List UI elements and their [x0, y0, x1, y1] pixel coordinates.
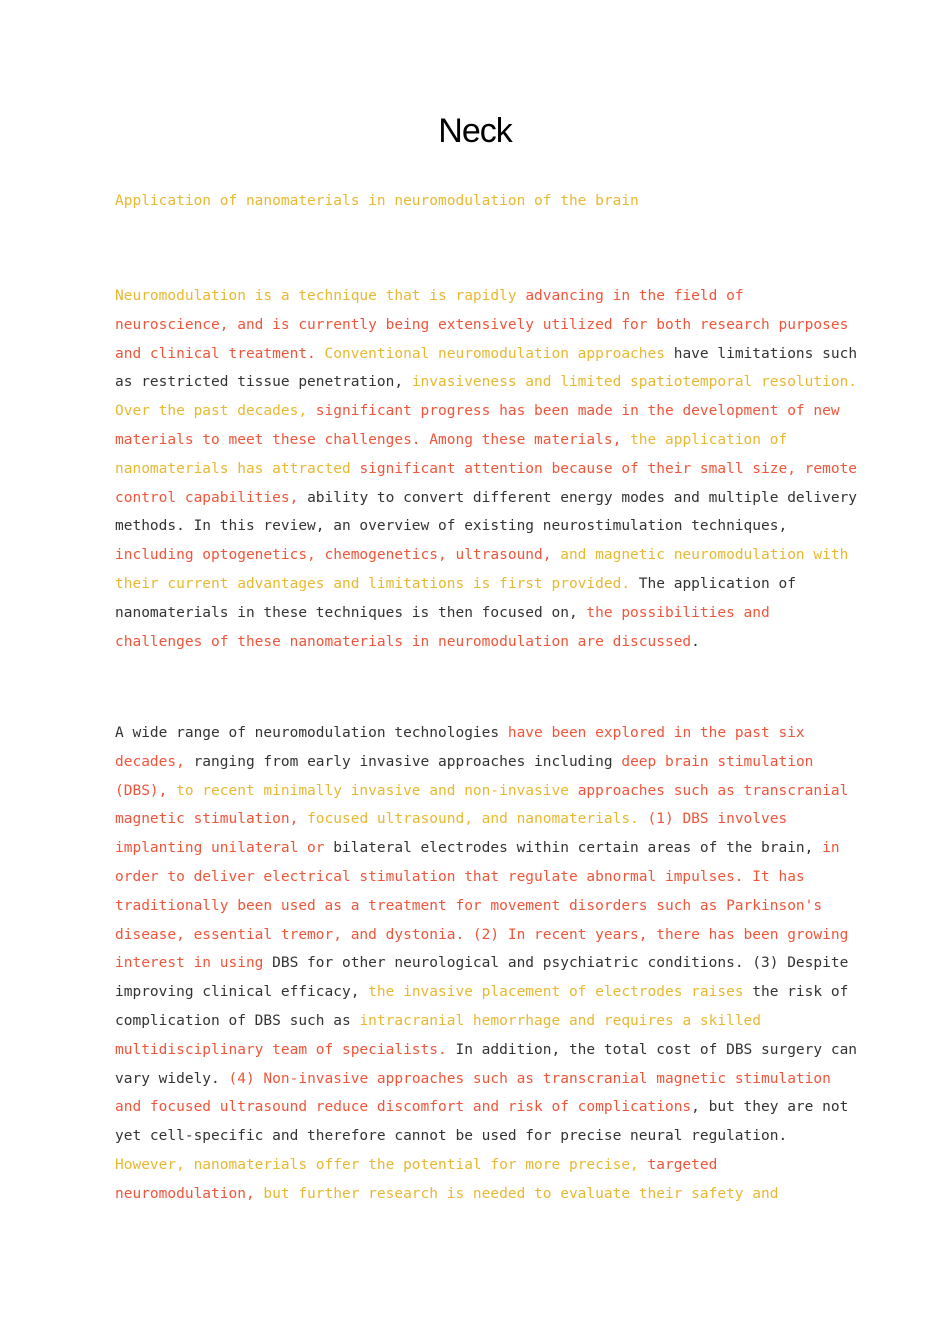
text-segment: approaches such as transcranial: [577, 782, 849, 799]
text-line: [115, 1151, 835, 1180]
text-segment: intracranial hemorrhage and requires a skilled: [359, 1012, 762, 1029]
text-segment: complication of DBS such as: [115, 1012, 360, 1029]
text-line: [115, 397, 840, 426]
text-segment: nanomaterials has attracted: [115, 460, 360, 477]
text-line: [115, 1122, 835, 1151]
text-segment: Conventional neuromodulation approaches: [324, 345, 674, 362]
text-segment: in: [822, 840, 840, 857]
text-segment: neuroscience, and is currently being extensively utilized for both research purposes: [115, 316, 849, 333]
text-line: [115, 340, 858, 369]
text-segment: multidisciplinary team of specialists.: [115, 1041, 456, 1058]
text-segment: Neuromodulation is a technique that is rapidly: [115, 288, 526, 304]
text-segment: The application of: [638, 575, 796, 592]
text-line: [115, 311, 849, 340]
text-line: [115, 628, 835, 657]
text-segment: significant progress has been made in the development of new: [315, 403, 840, 420]
text-segment: Over the past decades,: [115, 403, 316, 420]
text-segment: materials to meet these challenges. Among these materials,: [115, 431, 631, 448]
text-segment: focused ultrasound, and nanomaterials.: [307, 811, 648, 828]
text-line: [115, 892, 835, 921]
text-segment: (DBS),: [115, 782, 177, 799]
text-line: [115, 949, 849, 978]
text-segment: magnetic stimulation,: [115, 811, 308, 828]
text-line: [115, 863, 835, 892]
text-segment: control capabilities,: [115, 489, 308, 506]
text-segment: but further research is needed to evaluate their safety and: [263, 1185, 779, 1202]
introduction-paragraph: [115, 719, 858, 1209]
text-segment: However, nanomaterials offer the potential for more precise,: [115, 1156, 648, 1173]
text-segment: .: [691, 633, 700, 650]
text-segment: ranging from early invasive approaches including: [193, 753, 622, 770]
text-segment: to recent minimally invasive and non-invasive: [176, 782, 578, 799]
text-line: [115, 805, 835, 834]
text-segment: the application of: [630, 431, 788, 448]
text-line: [115, 1036, 858, 1065]
text-segment: invasiveness and limited spatiotemporal resolution.: [411, 374, 858, 391]
text-line: [115, 1180, 835, 1209]
text-line: [115, 921, 849, 950]
text-line: [115, 570, 835, 599]
text-segment: (1) DBS involves: [647, 811, 788, 828]
text-segment: interest in using: [115, 955, 273, 972]
text-line: [115, 1007, 835, 1036]
text-line: [115, 1093, 849, 1122]
text-segment: A wide range of neuromodulation technologies: [115, 725, 508, 741]
text-segment: their current advantages and limitations is first provided.: [115, 575, 639, 592]
text-segment: implanting unilateral or: [115, 840, 334, 857]
text-segment: (4) Non-invasive approaches such as transcranial magnetic stimulation: [228, 1070, 831, 1087]
text-line: [115, 512, 835, 541]
text-segment: challenges of these nanomaterials in neuromodulation are discussed: [115, 633, 692, 650]
text-segment: disease, essential tremor, and dystonia. (2) In recent years, there has been growing: [115, 926, 849, 943]
text-line: [115, 1065, 835, 1094]
text-segment: , but they are not: [691, 1099, 849, 1116]
text-segment: have been explored in the past six: [507, 725, 805, 741]
text-segment: ability to convert different energy modes and multiple delivery: [307, 489, 858, 506]
text-segment: and focused ultrasound reduce discomfort and risk of complications: [115, 1099, 692, 1116]
text-segment: significant attention because of their small size, remote: [359, 460, 858, 477]
text-line: [115, 426, 835, 455]
text-segment: decades,: [115, 753, 194, 770]
text-segment: as restricted tissue penetration,: [115, 374, 412, 391]
text-segment: including optogenetics, chemogenetics, ultrasound,: [115, 547, 561, 564]
abstract-paragraph: [115, 282, 858, 656]
text-segment: In addition, the total cost of DBS surgery can: [455, 1041, 858, 1058]
text-segment: the possibilities and: [586, 604, 770, 621]
text-segment: the invasive placement of electrodes raises: [368, 984, 753, 1001]
text-segment: targeted: [647, 1156, 718, 1173]
text-line: [115, 455, 858, 484]
text-line: [115, 978, 849, 1007]
text-segment: methods. In this review, an overview of existing neurostimulation techniques,: [115, 518, 788, 535]
text-segment: and clinical treatment.: [115, 345, 325, 362]
text-segment: have limitations such: [673, 345, 858, 362]
text-segment: vary widely.: [115, 1070, 229, 1087]
text-segment: the risk of: [752, 984, 849, 1001]
text-segment: DBS for other neurological and psychiatric conditions. (3) Despite: [272, 955, 849, 972]
text-segment: deep brain stimulation: [621, 753, 814, 770]
text-line: [115, 834, 840, 863]
document-subtitle: Application of nanomaterials in neuromodulation of the brain: [115, 193, 639, 209]
text-line: [115, 777, 849, 806]
text-segment: order to deliver electrical stimulation that regulate abnormal impulses. It has: [115, 868, 805, 885]
text-line: [115, 368, 858, 397]
text-segment: improving clinical efficacy,: [115, 984, 369, 1001]
text-line: [115, 599, 835, 628]
text-segment: and magnetic neuromodulation with: [560, 547, 849, 564]
text-segment: bilateral electrodes within certain areas of the brain,: [333, 840, 823, 857]
text-line: [115, 484, 858, 513]
text-segment: advancing in the field of: [525, 288, 744, 304]
text-line: [115, 282, 835, 311]
text-segment: neuromodulation,: [115, 1185, 264, 1202]
page-title: Neck: [438, 112, 512, 150]
text-line: [115, 719, 835, 748]
text-line: [115, 748, 835, 777]
text-segment: traditionally been used as a treatment for movement disorders such as Parkinson's: [115, 897, 823, 914]
text-segment: yet cell-specific and therefore cannot be used for precise neural regulation.: [115, 1128, 788, 1145]
text-line: [115, 541, 849, 570]
text-segment: nanomaterials in these techniques is then focused on,: [115, 604, 587, 621]
